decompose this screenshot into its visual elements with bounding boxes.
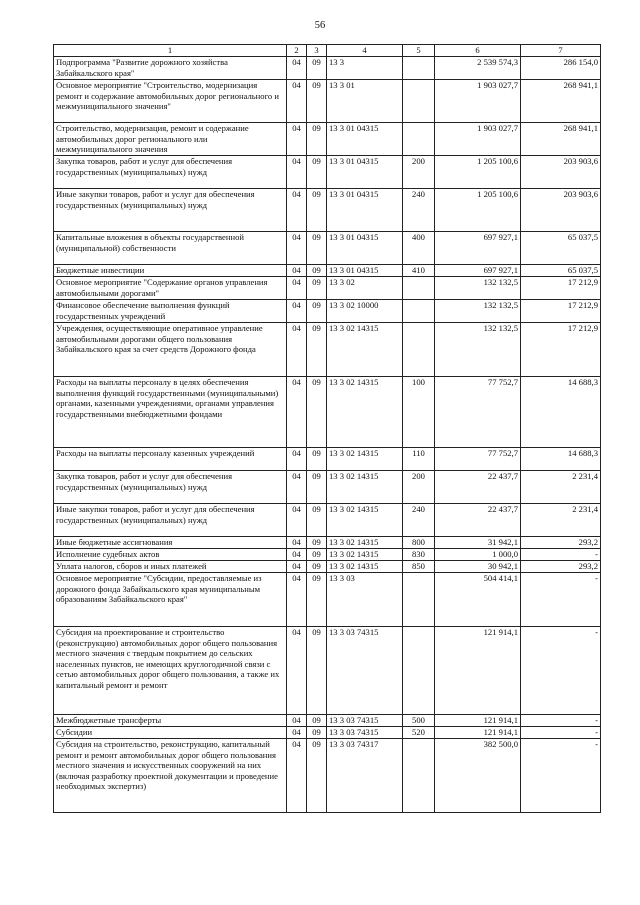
header-cell: 4 <box>327 45 403 57</box>
table-row <box>54 232 601 265</box>
row-expense-type-code <box>403 277 435 300</box>
row-subsection-code: 09 <box>307 549 327 561</box>
row-subsection-code: 09 <box>307 232 327 265</box>
row-amount-1: 121 914,1 <box>435 727 521 739</box>
row-section-code: 04 <box>287 448 307 471</box>
row-amount-2: 293,2 <box>521 537 601 549</box>
row-subsection-code: 09 <box>307 471 327 504</box>
row-amount-1: 132 132,5 <box>435 300 521 323</box>
row-subsection-code: 09 <box>307 123 327 156</box>
row-amount-2: 17 212,9 <box>521 323 601 377</box>
row-section-code: 04 <box>287 300 307 323</box>
row-expense-type-code: 830 <box>403 549 435 561</box>
row-subsection-code: 09 <box>307 323 327 377</box>
row-expense-type-code: 240 <box>403 504 435 537</box>
page-number: 56 <box>314 20 326 31</box>
row-section-code: 04 <box>287 323 307 377</box>
table-row <box>54 265 601 277</box>
row-target-article-code: 13 3 02 14315 <box>327 377 403 448</box>
row-amount-2: - <box>521 715 601 727</box>
row-section-code: 04 <box>287 57 307 80</box>
row-target-article-code: 13 3 01 04315 <box>327 123 403 156</box>
header-cell: 2 <box>287 45 307 57</box>
row-name: Учреждения, осуществляющие оперативное управление автомобильными дорогами общего пользования Забайкальского края за счет средств Дорожного фонда <box>54 323 287 377</box>
row-amount-1: 31 942,1 <box>435 537 521 549</box>
row-expense-type-code: 200 <box>403 471 435 504</box>
row-target-article-code: 13 3 02 14315 <box>327 448 403 471</box>
row-amount-2: 14 688,3 <box>521 448 601 471</box>
row-subsection-code: 09 <box>307 377 327 448</box>
table-body <box>54 57 601 813</box>
row-name: Иные бюджетные ассигнования <box>54 537 287 549</box>
row-expense-type-code: 500 <box>403 715 435 727</box>
row-subsection-code: 09 <box>307 504 327 537</box>
row-amount-2: 2 231,4 <box>521 471 601 504</box>
row-amount-1: 1 903 027,7 <box>435 123 521 156</box>
row-amount-2: - <box>521 627 601 715</box>
row-target-article-code: 13 3 03 74315 <box>327 715 403 727</box>
header-cell: 7 <box>521 45 601 57</box>
row-amount-2: 203 903,6 <box>521 156 601 189</box>
row-section-code: 04 <box>287 277 307 300</box>
row-subsection-code: 09 <box>307 156 327 189</box>
table-row <box>54 156 601 189</box>
row-subsection-code: 09 <box>307 715 327 727</box>
row-expense-type-code: 110 <box>403 448 435 471</box>
row-amount-1: 504 414,1 <box>435 573 521 627</box>
row-section-code: 04 <box>287 471 307 504</box>
table-row <box>54 471 601 504</box>
row-amount-2: 203 903,6 <box>521 189 601 232</box>
row-amount-1: 2 539 574,3 <box>435 57 521 80</box>
row-target-article-code: 13 3 03 74315 <box>327 627 403 715</box>
table-row <box>54 448 601 471</box>
row-section-code: 04 <box>287 727 307 739</box>
row-target-article-code: 13 3 01 04315 <box>327 232 403 265</box>
row-amount-1: 1 205 100,6 <box>435 189 521 232</box>
row-section-code: 04 <box>287 739 307 813</box>
row-amount-1: 1 903 027,7 <box>435 80 521 123</box>
row-target-article-code: 13 3 02 14315 <box>327 549 403 561</box>
row-name: Капитальные вложения в объекты государственной (муниципальной) собственности <box>54 232 287 265</box>
row-amount-1: 697 927,1 <box>435 265 521 277</box>
row-section-code: 04 <box>287 627 307 715</box>
table-row <box>54 739 601 813</box>
table-row <box>54 80 601 123</box>
row-target-article-code: 13 3 03 74317 <box>327 739 403 813</box>
table-row <box>54 504 601 537</box>
row-target-article-code: 13 3 01 04315 <box>327 156 403 189</box>
row-name: Финансовое обеспечение выполнения функций государственных учреждений <box>54 300 287 323</box>
row-expense-type-code <box>403 80 435 123</box>
row-amount-2: 268 941,1 <box>521 123 601 156</box>
row-amount-2: 268 941,1 <box>521 80 601 123</box>
table-row <box>54 277 601 300</box>
table-header-row <box>54 45 601 57</box>
row-target-article-code: 13 3 01 04315 <box>327 189 403 232</box>
row-target-article-code: 13 3 02 10000 <box>327 300 403 323</box>
row-amount-1: 77 752,7 <box>435 377 521 448</box>
row-amount-2: 2 231,4 <box>521 504 601 537</box>
row-section-code: 04 <box>287 549 307 561</box>
row-name: Закупка товаров, работ и услуг для обеспечения государственных (муниципальных) нужд <box>54 156 287 189</box>
row-subsection-code: 09 <box>307 448 327 471</box>
row-subsection-code: 09 <box>307 300 327 323</box>
row-amount-2: 286 154,0 <box>521 57 601 80</box>
row-amount-1: 22 437,7 <box>435 471 521 504</box>
row-target-article-code: 13 3 02 14315 <box>327 561 403 573</box>
row-expense-type-code <box>403 300 435 323</box>
row-section-code: 04 <box>287 504 307 537</box>
row-expense-type-code: 850 <box>403 561 435 573</box>
table-row <box>54 57 601 80</box>
row-section-code: 04 <box>287 537 307 549</box>
table-row <box>54 573 601 627</box>
row-target-article-code: 13 3 01 04315 <box>327 265 403 277</box>
row-section-code: 04 <box>287 715 307 727</box>
row-amount-1: 77 752,7 <box>435 448 521 471</box>
row-target-article-code: 13 3 01 <box>327 80 403 123</box>
row-subsection-code: 09 <box>307 189 327 232</box>
row-amount-2: 17 212,9 <box>521 300 601 323</box>
row-target-article-code: 13 3 03 74315 <box>327 727 403 739</box>
row-name: Основное мероприятие "Субсидии, предоставляемые из дорожного фонда Забайкальского края муниципальным образованиям Забайкальского края" <box>54 573 287 627</box>
row-name: Строительство, модернизация, ремонт и содержание автомобильных дорог регионального или межмуниципального значения <box>54 123 287 156</box>
row-target-article-code: 13 3 03 <box>327 573 403 627</box>
row-expense-type-code <box>403 739 435 813</box>
row-amount-1: 382 500,0 <box>435 739 521 813</box>
row-subsection-code: 09 <box>307 277 327 300</box>
row-section-code: 04 <box>287 189 307 232</box>
row-expense-type-code <box>403 57 435 80</box>
row-subsection-code: 09 <box>307 739 327 813</box>
row-subsection-code: 09 <box>307 573 327 627</box>
row-amount-2: 293,2 <box>521 561 601 573</box>
row-amount-1: 121 914,1 <box>435 715 521 727</box>
row-expense-type-code: 240 <box>403 189 435 232</box>
row-name: Субсидия на проектирование и строительство (реконструкцию) автомобильных дорог общего пользования местного значения с твердым покрытием до сельских населенных пунктов, не имеющих круглогодичной связи с сетью автомобильных дорог общего пользования, а также их капитальный ремонт и ремонт <box>54 627 287 715</box>
row-name: Иные закупки товаров, работ и услуг для обеспечения государственных (муниципальных) нужд <box>54 189 287 232</box>
row-expense-type-code: 400 <box>403 232 435 265</box>
row-name: Закупка товаров, работ и услуг для обеспечения государственных (муниципальных) нужд <box>54 471 287 504</box>
row-name: Подпрограмма "Развитие дорожного хозяйства Забайкальского края" <box>54 57 287 80</box>
row-name: Расходы на выплаты персоналу в целях обеспечения выполнения функций государственными (муниципальными) органами, казенными учреждениями, органами управления государственными внебюджетными фондами <box>54 377 287 448</box>
table-row <box>54 537 601 549</box>
row-amount-2: - <box>521 739 601 813</box>
row-amount-2: 65 037,5 <box>521 265 601 277</box>
row-amount-2: 17 212,9 <box>521 277 601 300</box>
row-target-article-code: 13 3 02 <box>327 277 403 300</box>
row-name: Субсидия на строительство, реконструкцию, капитальный ремонт и ремонт автомобильных дорог общего пользования местного значения и искусственных сооружений на них (включая разработку проектной документации и проведение необходимых экспертиз) <box>54 739 287 813</box>
row-amount-1: 1 205 100,6 <box>435 156 521 189</box>
row-name: Субсидии <box>54 727 287 739</box>
row-section-code: 04 <box>287 377 307 448</box>
header-cell: 5 <box>403 45 435 57</box>
header-cell: 6 <box>435 45 521 57</box>
row-section-code: 04 <box>287 80 307 123</box>
row-target-article-code: 13 3 02 14315 <box>327 323 403 377</box>
row-name: Исполнение судебных актов <box>54 549 287 561</box>
header-cell: 1 <box>54 45 287 57</box>
row-name: Основное мероприятие "Строительство, модернизация ремонт и содержание автомобильных дорог регионального и межмуниципального значения" <box>54 80 287 123</box>
row-amount-1: 22 437,7 <box>435 504 521 537</box>
row-amount-1: 30 942,1 <box>435 561 521 573</box>
row-expense-type-code: 410 <box>403 265 435 277</box>
row-amount-2: - <box>521 549 601 561</box>
table-row <box>54 189 601 232</box>
row-expense-type-code <box>403 627 435 715</box>
row-amount-1: 132 132,5 <box>435 323 521 377</box>
table-row <box>54 377 601 448</box>
row-target-article-code: 13 3 <box>327 57 403 80</box>
row-amount-1: 697 927,1 <box>435 232 521 265</box>
table-row <box>54 300 601 323</box>
row-expense-type-code: 800 <box>403 537 435 549</box>
row-target-article-code: 13 3 02 14315 <box>327 504 403 537</box>
row-name: Межбюджетные трансферты <box>54 715 287 727</box>
table-row <box>54 727 601 739</box>
row-expense-type-code <box>403 573 435 627</box>
row-expense-type-code <box>403 323 435 377</box>
row-section-code: 04 <box>287 123 307 156</box>
row-amount-2: 65 037,5 <box>521 232 601 265</box>
row-expense-type-code: 520 <box>403 727 435 739</box>
row-target-article-code: 13 3 02 14315 <box>327 537 403 549</box>
table-row <box>54 323 601 377</box>
row-amount-2: 14 688,3 <box>521 377 601 448</box>
row-subsection-code: 09 <box>307 265 327 277</box>
row-subsection-code: 09 <box>307 537 327 549</box>
row-expense-type-code <box>403 123 435 156</box>
table-row <box>54 715 601 727</box>
row-section-code: 04 <box>287 156 307 189</box>
row-subsection-code: 09 <box>307 727 327 739</box>
budget-table <box>53 44 601 813</box>
row-amount-1: 132 132,5 <box>435 277 521 300</box>
table-row <box>54 561 601 573</box>
row-amount-2: - <box>521 727 601 739</box>
row-name: Расходы на выплаты персоналу казенных учреждений <box>54 448 287 471</box>
row-amount-1: 121 914,1 <box>435 627 521 715</box>
row-subsection-code: 09 <box>307 57 327 80</box>
row-subsection-code: 09 <box>307 561 327 573</box>
table-row <box>54 123 601 156</box>
table-row <box>54 549 601 561</box>
row-expense-type-code: 100 <box>403 377 435 448</box>
header-cell: 3 <box>307 45 327 57</box>
row-name: Иные закупки товаров, работ и услуг для обеспечения государственных (муниципальных) нужд <box>54 504 287 537</box>
row-section-code: 04 <box>287 232 307 265</box>
row-section-code: 04 <box>287 573 307 627</box>
row-section-code: 04 <box>287 561 307 573</box>
row-target-article-code: 13 3 02 14315 <box>327 471 403 504</box>
row-expense-type-code: 200 <box>403 156 435 189</box>
row-amount-1: 1 000,0 <box>435 549 521 561</box>
row-amount-2: - <box>521 573 601 627</box>
row-section-code: 04 <box>287 265 307 277</box>
table-row <box>54 627 601 715</box>
row-subsection-code: 09 <box>307 80 327 123</box>
row-name: Бюджетные инвестиции <box>54 265 287 277</box>
row-subsection-code: 09 <box>307 627 327 715</box>
row-name: Основное мероприятие "Содержание органов управления автомобильными дорогами" <box>54 277 287 300</box>
row-name: Уплата налогов, сборов и иных платежей <box>54 561 287 573</box>
